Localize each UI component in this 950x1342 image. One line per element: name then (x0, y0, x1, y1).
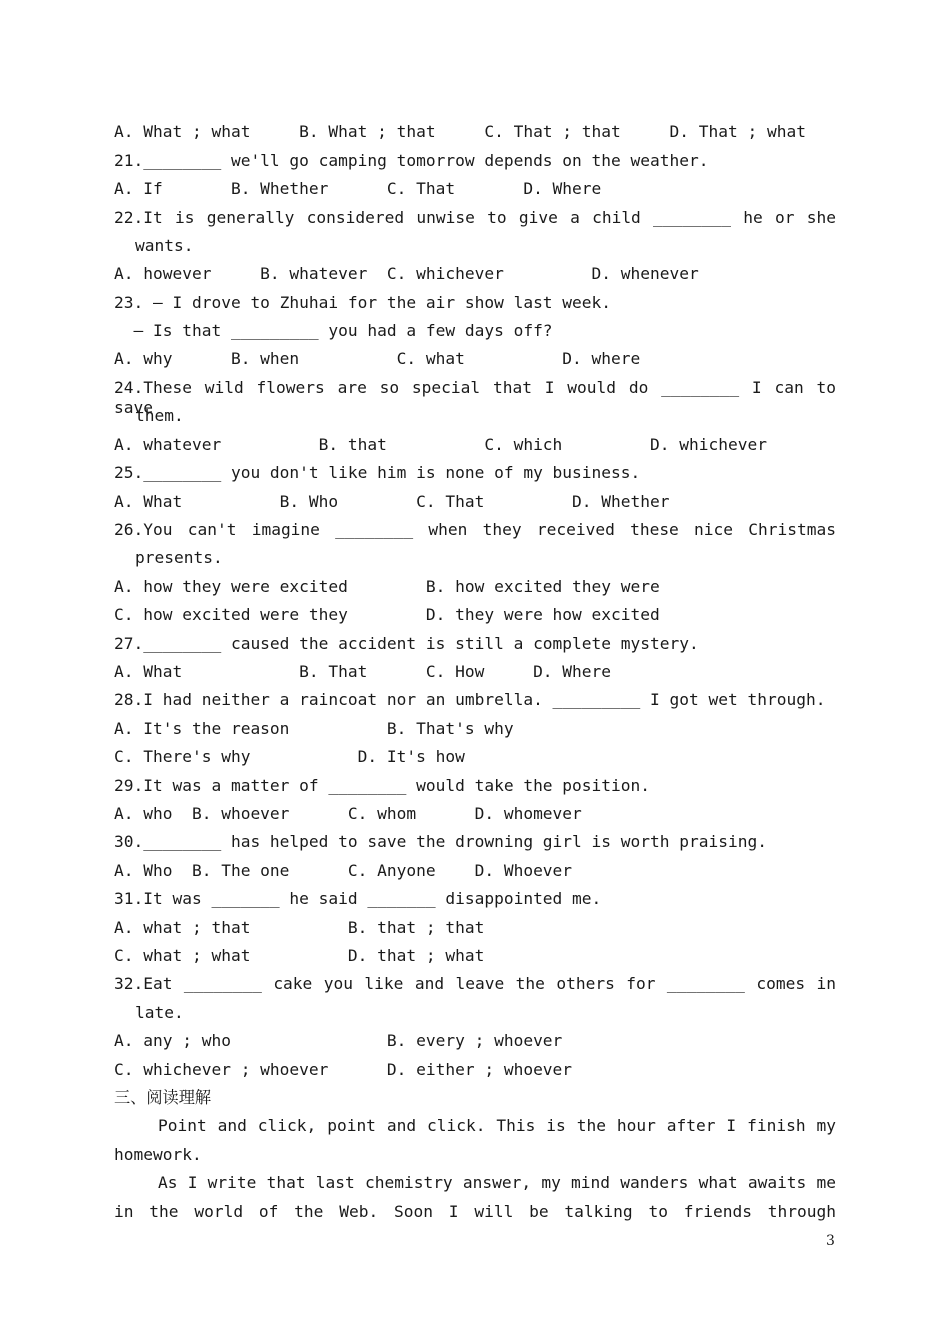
options-q32-ab: A. any ; who B. every ; whoever (114, 1031, 563, 1050)
passage-paragraph-1: Point and click, point and click. This is the hour after I finish my (158, 1116, 836, 1135)
question-25: 25.________ you don't like him is none of my business. (114, 463, 641, 482)
question-26-continued: presents. (135, 548, 223, 567)
options-q20: A. What ; what B. What ; that C. That ; that D. That ; what (114, 122, 806, 141)
options-q28-cd: C. There's why D. It's how (114, 747, 465, 766)
options-q27: A. What B. That C. How D. Where (114, 662, 612, 681)
question-28: 28.I had neither a raincoat nor an umbrella. _________ I got wet through. (114, 690, 826, 709)
options-q26-ab: A. how they were excited B. how excited they were (114, 577, 660, 596)
options-q29: A. who B. whoever C. whom D. whomever (114, 804, 582, 823)
question-32-continued: late. (135, 1003, 184, 1022)
question-21: 21.________ we'll go camping tomorrow depends on the weather. (114, 151, 709, 170)
question-23-reply: — Is that _________ you had a few days off? (114, 321, 553, 340)
options-q30: A. Who B. The one C. Anyone D. Whoever (114, 861, 573, 880)
question-29: 29.It was a matter of ________ would take the position. (114, 776, 651, 795)
passage-paragraph-2-continued: in the world of the Web. Soon I will be talking to friends through (114, 1202, 836, 1221)
question-24: 24.These wild flowers are so special that I would do ________ I can to save (114, 378, 836, 417)
options-q21: A. If B. Whether C. That D. Where (114, 179, 602, 198)
section-heading-reading: 三、阅读理解 (114, 1088, 212, 1107)
question-22-continued: wants. (135, 236, 194, 255)
options-q26-cd: C. how excited were they D. they were how excited (114, 605, 660, 624)
options-q32-cd: C. whichever ; whoever D. either ; whoever (114, 1060, 573, 1079)
question-23: 23. — I drove to Zhuhai for the air show last week. (114, 293, 612, 312)
options-q31-ab: A. what ; that B. that ; that (114, 918, 485, 937)
options-q22: A. however B. whatever C. whichever D. whenever (114, 264, 699, 283)
options-q23: A. why B. when C. what D. where (114, 349, 641, 368)
options-q25: A. What B. Who C. That D. Whether (114, 492, 670, 511)
question-26: 26.You can't imagine ________ when they received these nice Christmas (114, 520, 836, 539)
question-22: 22.It is generally considered unwise to give a child ________ he or she (114, 208, 836, 227)
options-q28-ab: A. It's the reason B. That's why (114, 719, 514, 738)
options-q24: A. whatever B. that C. which D. whichever (114, 435, 767, 454)
options-q31-cd: C. what ; what D. that ; what (114, 946, 485, 965)
passage-paragraph-1-continued: homework. (114, 1145, 202, 1164)
question-30: 30.________ has helped to save the drowning girl is worth praising. (114, 832, 767, 851)
question-24-continued: them. (135, 406, 184, 425)
question-27: 27.________ caused the accident is still a complete mystery. (114, 634, 699, 653)
question-31: 31.It was _______ he said _______ disappointed me. (114, 889, 602, 908)
passage-paragraph-2: As I write that last chemistry answer, my mind wanders what awaits me (158, 1173, 836, 1192)
question-32: 32.Eat ________ cake you like and leave the others for ________ comes in (114, 974, 836, 993)
page-number: 3 (826, 1233, 835, 1249)
